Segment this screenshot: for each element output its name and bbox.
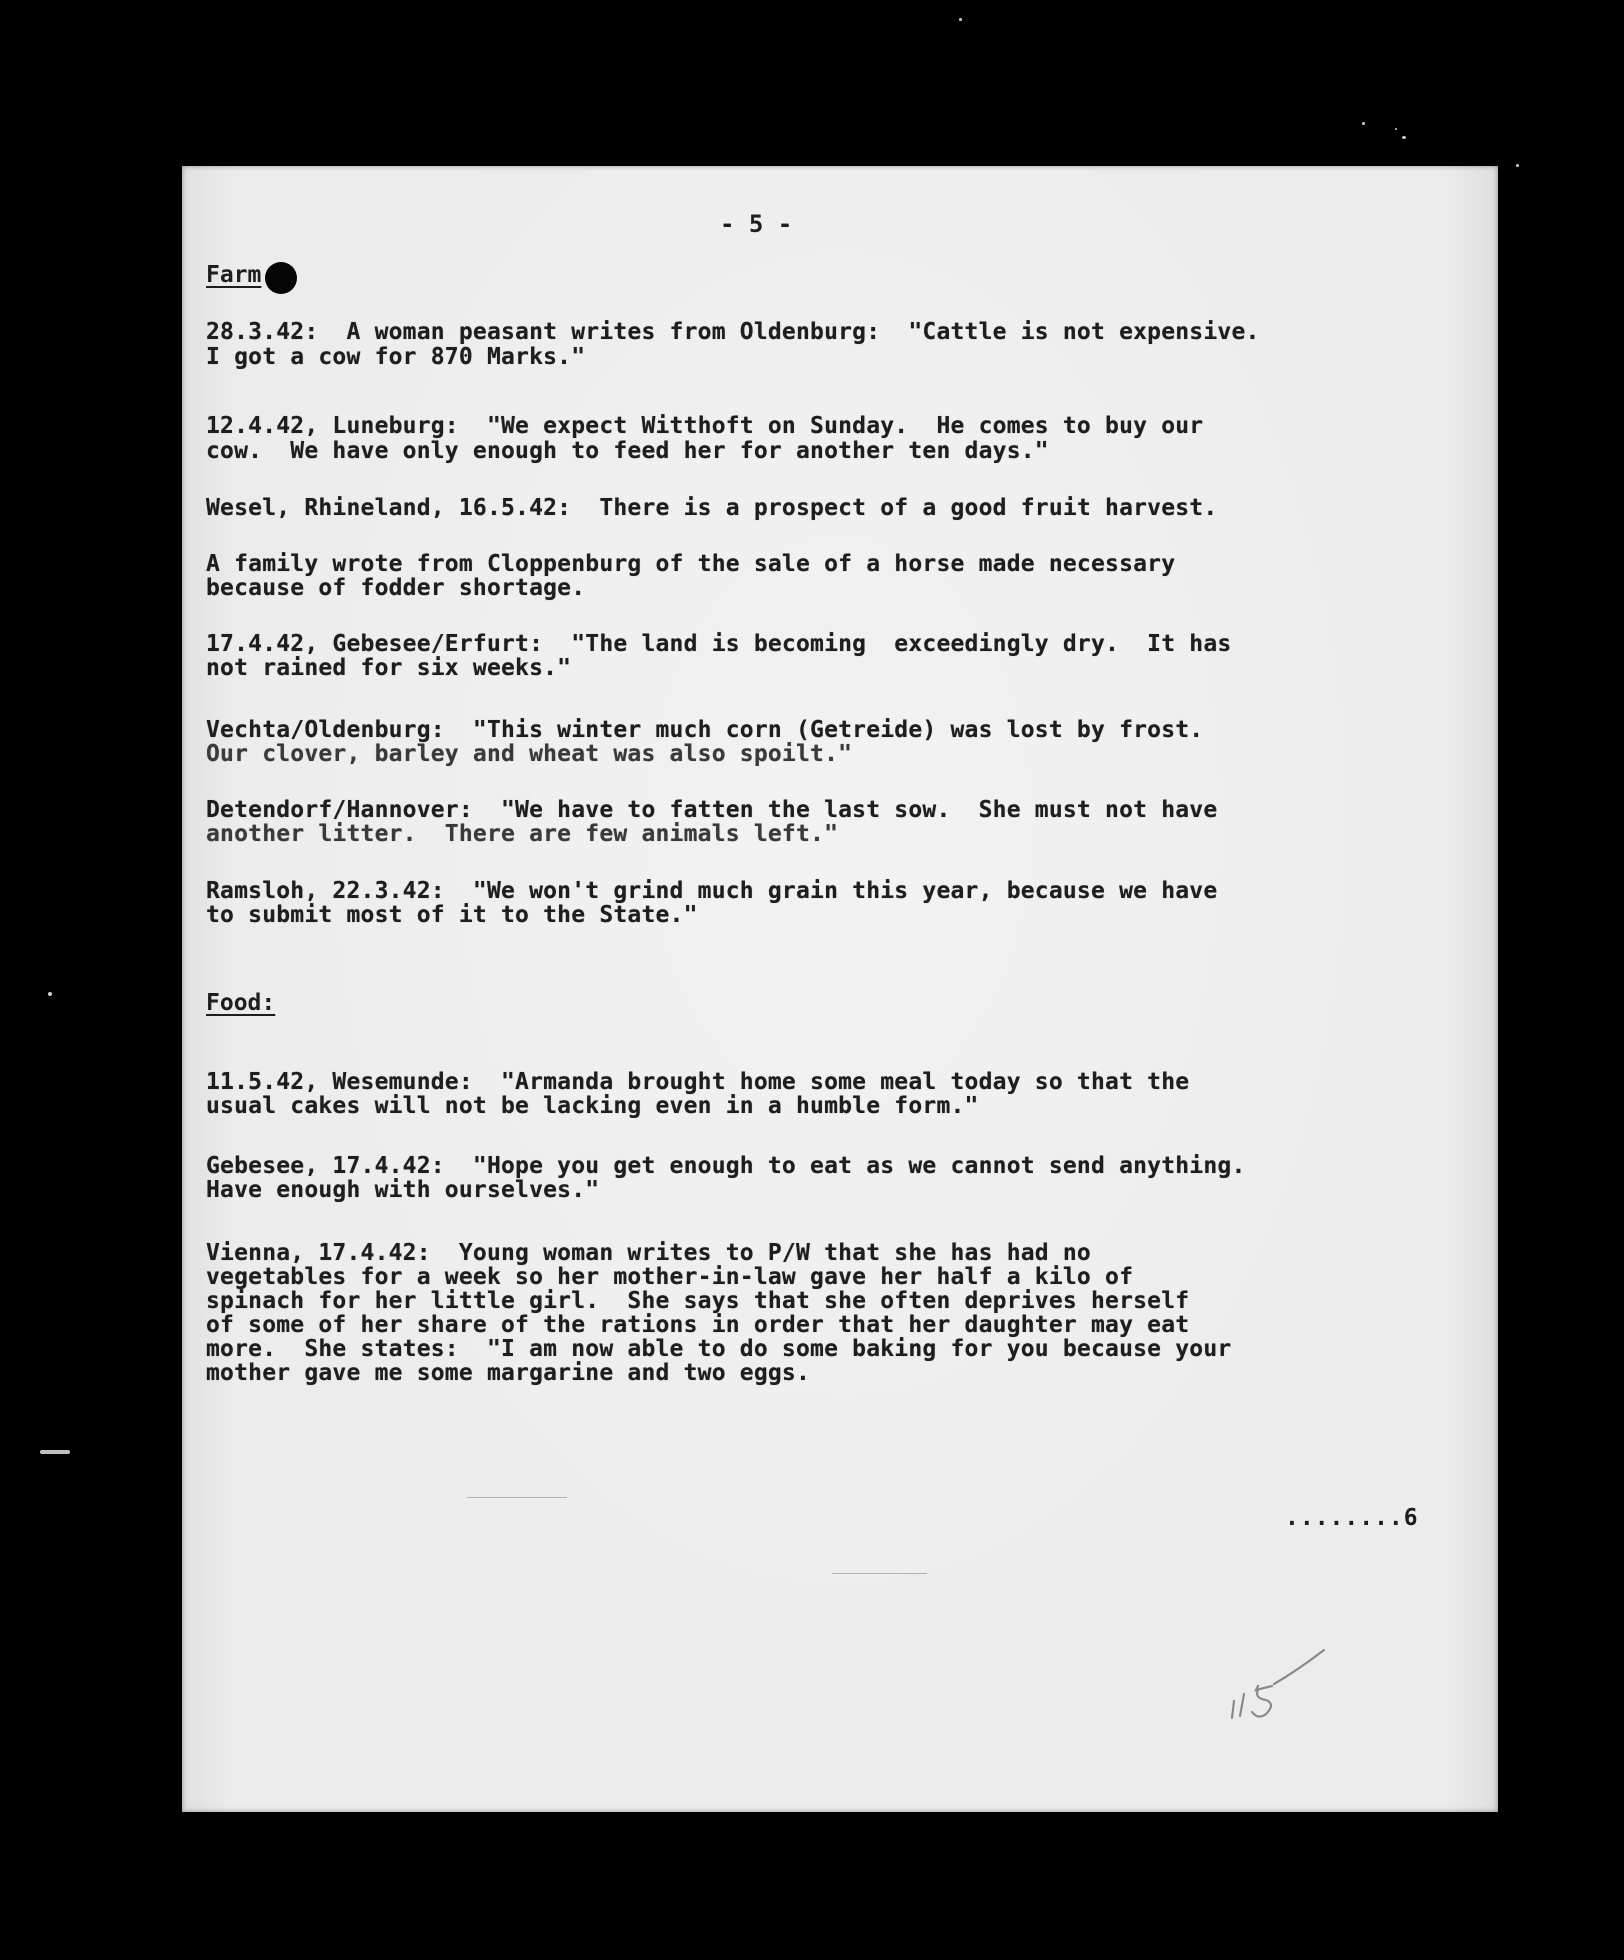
film-speck xyxy=(1362,122,1365,125)
entry-line: 17.4.42, Gebesee/Erfurt: "The land is becoming exceedingly dry. It has xyxy=(206,631,1232,657)
entry-line: 11.5.42, Wesemunde: "Armanda brought home some meal today so that the xyxy=(206,1069,1190,1095)
faint-rule xyxy=(467,1497,567,1498)
handwritten-folio-number xyxy=(1228,1646,1358,1726)
film-edge-mark xyxy=(40,1450,70,1454)
entry-line: more. She states: "I am now able to do some baking for you because your xyxy=(206,1336,1232,1362)
page-number: - 5 - xyxy=(720,210,793,238)
entry-line: not rained for six weeks." xyxy=(206,655,572,681)
section-heading-farm: Farm xyxy=(206,262,262,288)
entry-line: 28.3.42: A woman peasant writes from Oldenburg: "Cattle is not expensive. xyxy=(206,319,1260,345)
film-speck xyxy=(1395,128,1397,130)
entry-line: another litter. There are few animals left." xyxy=(206,821,839,847)
entry-line: A family wrote from Cloppenburg of the sale of a horse made necessary xyxy=(206,551,1176,577)
continuation-marker: ........6 xyxy=(1285,1505,1419,1531)
punch-hole xyxy=(265,262,297,294)
entry-line: Our clover, barley and wheat was also spoilt." xyxy=(206,741,853,767)
film-speck xyxy=(1516,164,1519,167)
film-speck xyxy=(1402,136,1406,139)
film-speck xyxy=(959,18,962,21)
entry-line: cow. We have only enough to feed her for another ten days." xyxy=(206,438,1049,464)
entry-line: Vienna, 17.4.42: Young woman writes to P/W that she has had no xyxy=(206,1240,1091,1266)
document-page xyxy=(182,166,1498,1812)
entry-line: mother gave me some margarine and two eggs. xyxy=(206,1360,811,1386)
entry-line: Gebesee, 17.4.42: "Hope you get enough to eat as we cannot send anything. xyxy=(206,1153,1246,1179)
entry-line: Wesel, Rhineland, 16.5.42: There is a prospect of a good fruit harvest. xyxy=(206,495,1218,521)
faint-rule xyxy=(832,1573,927,1574)
film-speck xyxy=(48,992,52,996)
entry-line: Detendorf/Hannover: "We have to fatten the last sow. She must not have xyxy=(206,797,1218,823)
entry-line: because of fodder shortage. xyxy=(206,575,586,601)
entry-line: usual cakes will not be lacking even in a humble form." xyxy=(206,1093,979,1119)
entry-line: vegetables for a week so her mother-in-law gave her half a kilo of xyxy=(206,1264,1134,1290)
entry-line: of some of her share of the rations in order that her daughter may eat xyxy=(206,1312,1190,1338)
entry-line: Vechta/Oldenburg: "This winter much corn (Getreide) was lost by frost. xyxy=(206,717,1204,743)
entry-line: 12.4.42, Luneburg: "We expect Witthoft on Sunday. He comes to buy our xyxy=(206,413,1204,439)
entry-line: I got a cow for 870 Marks." xyxy=(206,344,586,370)
entry-line: spinach for her little girl. She says that she often deprives herself xyxy=(206,1288,1190,1314)
entry-line: Have enough with ourselves." xyxy=(206,1177,600,1203)
entry-line: Ramsloh, 22.3.42: "We won't grind much grain this year, because we have xyxy=(206,878,1218,904)
section-heading-food: Food: xyxy=(206,990,276,1016)
entry-line: to submit most of it to the State." xyxy=(206,902,698,928)
